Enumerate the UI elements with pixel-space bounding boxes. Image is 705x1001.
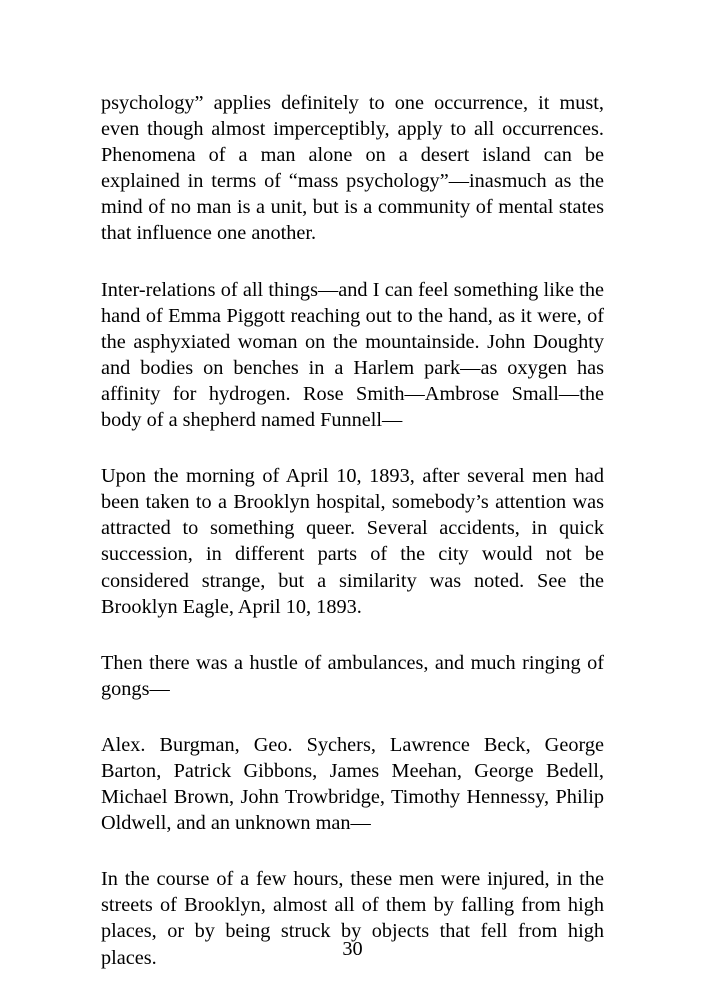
- paragraph-2: Inter-relations of all things—and I can feel something like the hand of Emma Piggott reaching out to the hand, as it were, of the asphyxiated woman on the mountainside. John Doughty and bodies on benches in a Harlem park—as oxygen has affinity for hydrogen. Rose Smith—Ambrose Small—the body of a shepherd named Funnell—: [101, 278, 604, 432]
- paragraph-1: psychology” applies definitely to one occurrence, it must, even though almost imperceptibly, apply to all occurrences. Phenomena of a man alone on a desert island can be explained in terms of “mass psychology”—inasmuch as the mind of no man is a unit, but is a community of mental states that influence one another.: [101, 92, 604, 245]
- paragraph-6: In the course of a few hours, these men were injured, in the streets of Brooklyn, almost all of them by falling from high places, or by being struck by objects that fell from high places.: [101, 868, 604, 969]
- body-text: [101, 90, 604, 1001]
- paragraph-3: Upon the morning of April 10, 1893, after several men had been taken to a Brooklyn hospital, somebody’s attention was attracted to something queer. Several accidents, in quick succession, in different parts of the city would not be considered strange, but a similarity was noted. See the Brooklyn Eagle, April 10, 1893.: [101, 465, 604, 618]
- page-number: 30: [342, 938, 363, 960]
- paragraph-5: Alex. Burgman, Geo. Sychers, Lawrence Beck, George Barton, Patrick Gibbons, James Meehan, George Bedell, Michael Brown, John Trowbridge, Timothy Hennessy, Philip Oldwell, and an unknown man—: [101, 733, 604, 835]
- paragraph-4: Then there was a hustle of ambulances, and much ringing of gongs—: [101, 651, 604, 700]
